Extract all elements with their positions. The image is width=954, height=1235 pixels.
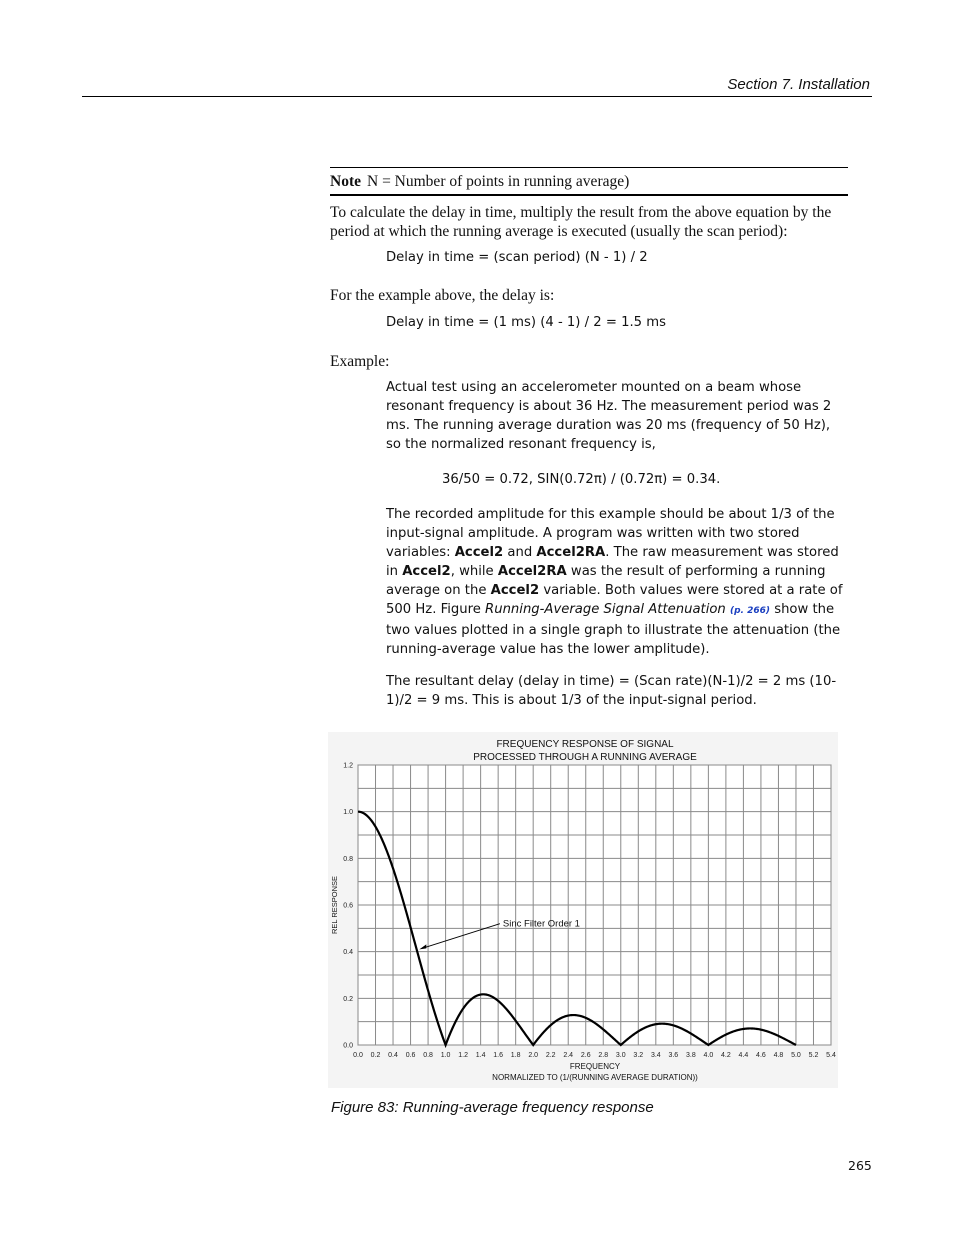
x-tick-label: 2.8	[598, 1052, 609, 1059]
amplitude-paragraph	[386, 505, 848, 659]
x-tick-label: 1.8	[510, 1052, 521, 1059]
variable-name: Accel2RA	[536, 545, 606, 560]
x-tick-label: 1.2	[458, 1052, 468, 1059]
x-tick-label: 3.4	[650, 1052, 661, 1059]
figure-caption: Figure 83: Running-average frequency response	[331, 1099, 654, 1116]
y-tick-label: 0.0	[343, 1042, 353, 1050]
y-tick-label: 1.0	[343, 809, 353, 817]
chart-title: PROCESSED THROUGH A RUNNING AVERAGE	[473, 752, 697, 763]
x-tick-label: 0.4	[388, 1052, 398, 1059]
x-axis-label: FREQUENCY	[569, 1062, 621, 1071]
chart-grid	[358, 765, 831, 1045]
variable-name: Accel2RA	[497, 564, 567, 579]
amp-text: , while	[450, 564, 498, 579]
figure-reference: Running-Average Signal Attenuation	[485, 602, 726, 617]
amp-text: The recorded amplitude for this example should be about 1/3 of the input-signal amplitude. A program was written with two stored variables:	[386, 507, 835, 560]
x-tick-label: 0.0	[353, 1052, 363, 1059]
page-reference-link[interactable]: (p. 266)	[730, 606, 771, 616]
amp-text: show the two values plotted in a single graph to illustrate the attenuation (the running-average value has the lower amplitude).	[386, 602, 841, 657]
note-text: N = Number of points in running average)	[367, 173, 630, 190]
x-tick-label: 0.6	[405, 1052, 416, 1059]
variable-name: Accel2	[490, 583, 540, 598]
x-tick-label: 1.6	[493, 1052, 504, 1059]
amp-text: and	[503, 545, 537, 560]
x-tick-label: 3.0	[615, 1052, 626, 1059]
amp-text: variable. Both values were stored at a rate of 500 Hz. Figure	[386, 583, 843, 617]
x-tick-label: 3.2	[633, 1052, 644, 1059]
y-axis-label: REL RESPONSE	[330, 875, 339, 935]
equation-normalized-frequency: 36/50 = 0.72, SIN(0.72π) / (0.72π) = 0.34.	[442, 472, 721, 487]
section-title: Section 7. Installation	[727, 76, 870, 93]
x-tick-label: 1.0	[440, 1052, 451, 1059]
page-header	[82, 76, 872, 97]
chart-title: FREQUENCY RESPONSE OF SIGNAL	[496, 739, 674, 750]
x-tick-label: 2.2	[545, 1052, 556, 1059]
paragraph-delay-calc: To calculate the delay in time, multiply the result from the above equation by the period at which the running average is executed (usually the scan period):	[330, 204, 832, 240]
paragraph-example-delay: For the example above, the delay is:	[330, 287, 555, 304]
x-tick-label: 4.2	[721, 1052, 731, 1059]
x-tick-label: 4.6	[756, 1052, 766, 1059]
x-tick-label: 2.0	[528, 1052, 539, 1059]
x-tick-label: 2.4	[563, 1052, 574, 1059]
x-tick-label: 3.8	[685, 1052, 696, 1059]
example-text: Actual test using an accelerometer mounted on a beam whose resonant frequency is about 36 Hz. The measurement period was 2 ms. The running average duration was 20 ms (frequency of 50 Hz), so the normalized resonant frequency is,	[386, 380, 832, 452]
x-axis-sublabel: NORMALIZED TO (1/(RUNNING AVERAGE DURATION))	[492, 1073, 698, 1082]
y-tick-label: 1.2	[343, 762, 353, 770]
page-number: 265	[848, 1158, 872, 1173]
y-tick-label: 0.2	[343, 995, 353, 1003]
amp-text: . The raw measurement was stored in	[386, 545, 839, 579]
delay-paragraph: The resultant delay (delay in time) = (Scan rate)(N-1)/2 = 2 ms (10-1)/2 = 9 ms. This is about 1/3 of the input-signal period.	[386, 674, 837, 708]
x-tick-label: 4.0	[703, 1052, 714, 1059]
x-tick-label: 2.6	[580, 1052, 591, 1059]
equation-delay: Delay in time = (scan period) (N - 1) / 2	[386, 250, 648, 265]
x-tick-label: 3.6	[668, 1052, 679, 1059]
annotation-label: Sinc Filter Order 1	[502, 918, 580, 930]
x-tick-label: 0.2	[370, 1052, 381, 1059]
x-tick-label: 5.4	[826, 1052, 836, 1059]
frequency-response-chart	[328, 732, 838, 1088]
x-tick-label: 0.8	[423, 1052, 433, 1059]
x-tick-label: 1.4	[475, 1052, 486, 1059]
note-label: Note	[330, 173, 361, 190]
equation-delay-example: Delay in time = (1 ms) (4 - 1) / 2 = 1.5 ms	[386, 315, 666, 330]
variable-name: Accel2	[402, 564, 451, 579]
x-tick-label: 5.2	[808, 1052, 819, 1059]
note-box	[330, 167, 848, 196]
amp-text: was the result of performing a running average on the	[386, 564, 826, 598]
example-label: Example:	[330, 353, 390, 370]
x-tick-label: 5.0	[791, 1052, 801, 1059]
y-tick-label: 0.4	[343, 949, 353, 957]
x-tick-label: 4.8	[773, 1052, 784, 1059]
y-tick-label: 0.8	[343, 855, 353, 863]
x-tick-label: 4.4	[738, 1052, 749, 1059]
variable-name: Accel2	[454, 545, 504, 560]
y-tick-label: 0.6	[343, 902, 353, 910]
